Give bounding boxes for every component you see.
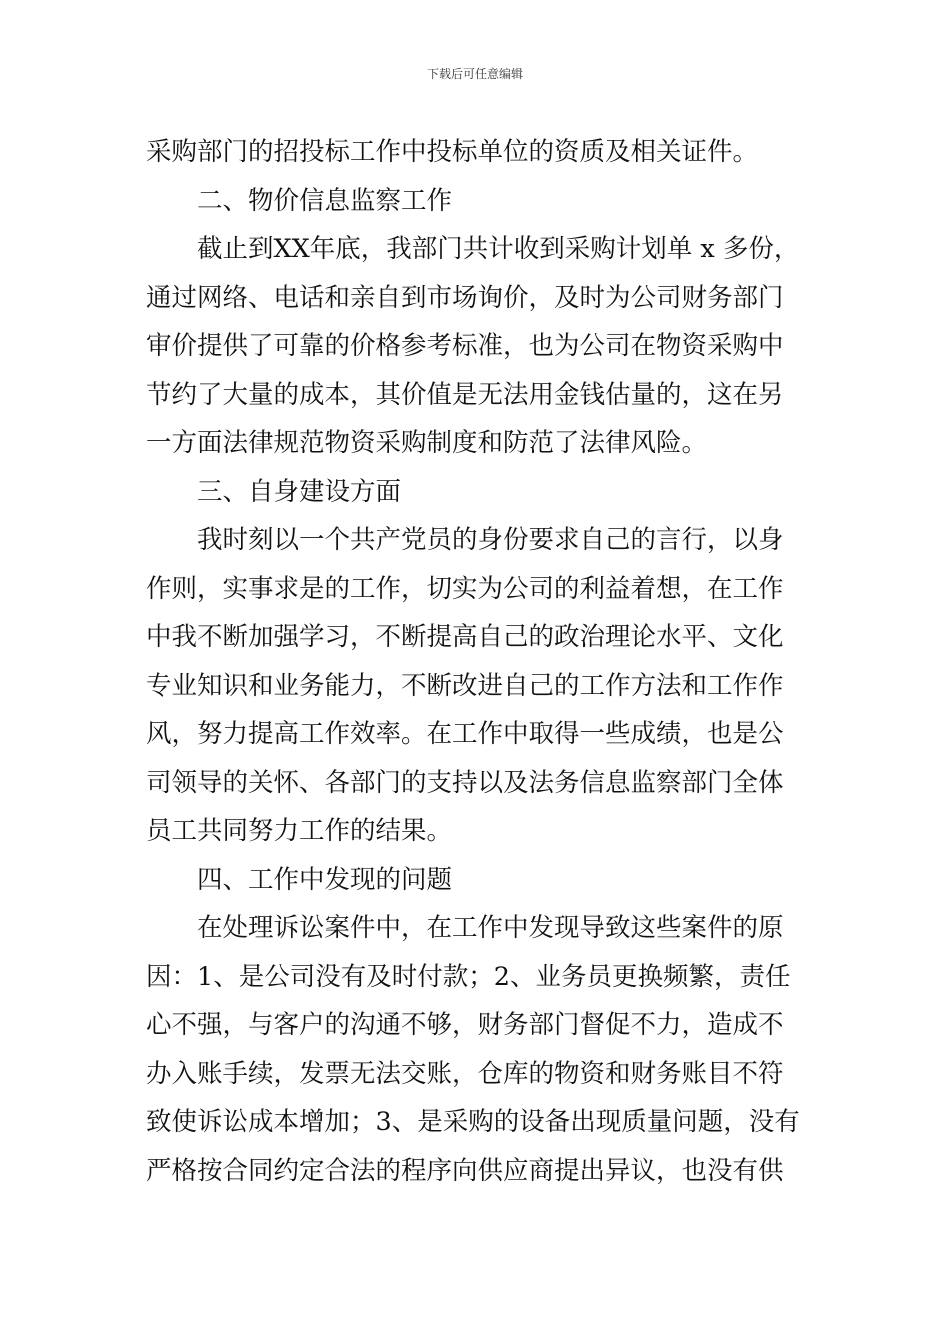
text-line: 在处理诉讼案件中，在工作中发现导致这些案件的原	[197, 913, 784, 943]
text-line: 心不强，与客户的沟通不够，财务部门督促不力，造成不	[146, 1010, 784, 1040]
section-heading: 二、物价信息监察工作	[197, 185, 453, 216]
text-line: 采购部门的招投标工作中投标单位的资质及相关证件。	[146, 137, 759, 167]
text-line: 办入账手续，发票无法交账，仓库的物资和财务账目不符	[146, 1058, 784, 1089]
text-line: 员工共同努力工作的结果。	[146, 816, 453, 846]
text-line: 司领导的关怀、各部门的支持以及法务信息监察部门全体	[146, 767, 784, 798]
text-line: 通过网络、电话和亲自到市场询价，及时为公司财务部门	[146, 282, 784, 313]
text-line: 中我不断加强学习，不断提高自己的政治理论水平、文化	[146, 622, 784, 652]
text-line: 审价提供了可靠的价格参考标准，也为公司在物资采购中	[146, 331, 784, 361]
text-line: 截止到XX年底，我部门共计收到采购计划单 x 多份，	[197, 234, 800, 264]
text-line: 我时刻以一个共产党员的身份要求自己的言行，以身	[197, 525, 784, 555]
text-line: 风，努力提高工作效率。在工作中取得一些成绩，也是公	[146, 719, 784, 749]
text-line: 致使诉讼成本增加；3、是采购的设备出现质量问题，没有	[146, 1107, 800, 1137]
text-line: 节约了大量的成本，其价值是无法用金钱估量的，这在另	[146, 379, 784, 410]
page-header: 下载后可任意编辑	[426, 67, 523, 81]
text-line: 严格按合同约定合法的程序向供应商提出异议，也没有供	[146, 1155, 784, 1186]
section-heading: 三、自身建设方面	[197, 476, 402, 507]
section-heading: 四、工作中发现的问题	[197, 864, 453, 895]
text-line: 一方面法律规范物资采购制度和防范了法律风险。	[146, 428, 708, 458]
text-line: 因：1、是公司没有及时付款；2、业务员更换频繁，责任	[146, 961, 791, 992]
text-line: 作则，实事求是的工作，切实为公司的利益着想，在工作	[146, 573, 784, 604]
body-text	[146, 128, 810, 1195]
text-line: 专业知识和业务能力，不断改进自己的工作方法和工作作	[146, 670, 784, 701]
